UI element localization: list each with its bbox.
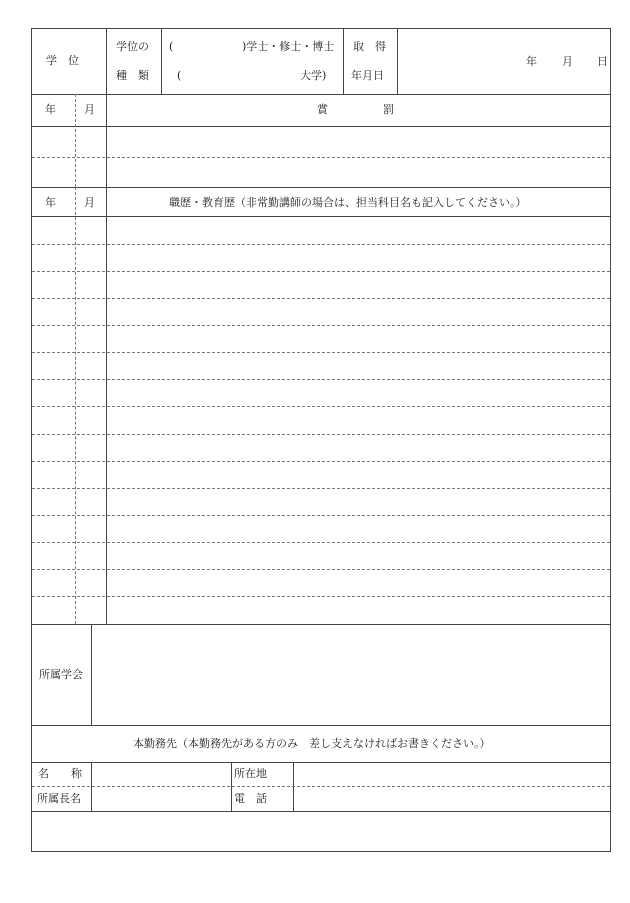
career-entry-row[interactable] [106, 300, 610, 324]
divider [343, 29, 344, 94]
awards-year-header: 年 [45, 103, 56, 116]
divider [32, 515, 610, 516]
career-entry-row[interactable] [106, 354, 610, 378]
divider [32, 298, 610, 299]
career-entry-row[interactable] [106, 408, 610, 433]
divider [32, 216, 610, 217]
awards-title: 賞 罰 [317, 103, 394, 116]
degree-paren-open: ( [169, 40, 174, 53]
degree-label: 学 位 [46, 54, 79, 67]
divider [32, 488, 610, 489]
divider [32, 596, 610, 597]
award-entry-row[interactable] [106, 128, 610, 156]
career-entry-row[interactable] [106, 598, 610, 623]
divider [32, 126, 610, 127]
department-head-field[interactable] [94, 788, 229, 809]
year-label: 年 [526, 55, 537, 68]
day-label: 日 [597, 55, 608, 68]
award-entry-row[interactable] [106, 159, 610, 186]
address-field[interactable] [296, 764, 608, 785]
acquired-label-2: 年月日 [351, 69, 384, 82]
department-head-label: 所属長名 [37, 792, 81, 805]
divider [32, 157, 610, 158]
divider [32, 461, 610, 462]
university-suffix: 大学) [300, 69, 327, 82]
career-entry-row[interactable] [106, 327, 610, 351]
phone-field[interactable] [296, 788, 608, 809]
career-entry-row[interactable] [106, 218, 610, 243]
divider [32, 352, 610, 353]
divider [32, 379, 610, 380]
divider [32, 811, 610, 812]
divider [161, 29, 162, 94]
awards-month-header: 月 [84, 103, 95, 116]
society-label: 所属学会 [39, 668, 83, 681]
notes-field[interactable] [35, 814, 607, 849]
society-field[interactable] [94, 627, 608, 722]
career-entry-row[interactable] [106, 517, 610, 541]
employer-title: 本勤務先（本勤務先がある方のみ 差し支えなければお書きください。） [133, 737, 491, 750]
divider [32, 434, 610, 435]
career-entry-row[interactable] [106, 246, 610, 270]
divider [75, 94, 76, 187]
career-entry-row[interactable] [106, 463, 610, 487]
month-label: 月 [562, 55, 573, 68]
resume-form [31, 28, 611, 852]
career-entry-row[interactable] [106, 544, 610, 568]
divider [32, 244, 610, 245]
degree-type-label-1: 学位の [116, 40, 149, 53]
university-paren-open: ( [177, 69, 182, 82]
divider [32, 187, 610, 188]
acquired-date-field[interactable] [400, 32, 608, 90]
divider [32, 725, 610, 726]
career-title: 職歴・教育歴（非常勤講師の場合は、担当科目名も記入してください。） [169, 196, 527, 209]
career-entry-row[interactable] [106, 490, 610, 514]
divider [32, 94, 610, 95]
divider [32, 406, 610, 407]
divider [32, 542, 610, 543]
degree-options: )学士・修士・博士 [242, 40, 335, 53]
divider [32, 271, 610, 272]
divider [106, 29, 107, 94]
university-field[interactable] [182, 62, 297, 90]
acquired-label-1: 取 得 [353, 40, 386, 53]
divider [32, 786, 610, 787]
divider [32, 325, 610, 326]
career-entry-row[interactable] [106, 571, 610, 595]
employer-name-field[interactable] [94, 764, 229, 785]
career-entry-row[interactable] [106, 381, 610, 405]
divider [397, 29, 398, 94]
degree-type-label-2: 種 類 [116, 69, 149, 82]
employer-name-label: 名 称 [38, 767, 82, 780]
divider [32, 569, 610, 570]
divider [91, 624, 92, 725]
career-year-header: 年 [45, 196, 56, 209]
degree-type-field[interactable] [164, 32, 341, 60]
career-entry-row[interactable] [106, 436, 610, 460]
divider [32, 624, 610, 625]
divider [32, 762, 610, 763]
address-label: 所在地 [234, 767, 267, 780]
career-entry-row[interactable] [106, 273, 610, 297]
career-month-header: 月 [84, 196, 95, 209]
phone-label: 電 話 [234, 792, 267, 805]
